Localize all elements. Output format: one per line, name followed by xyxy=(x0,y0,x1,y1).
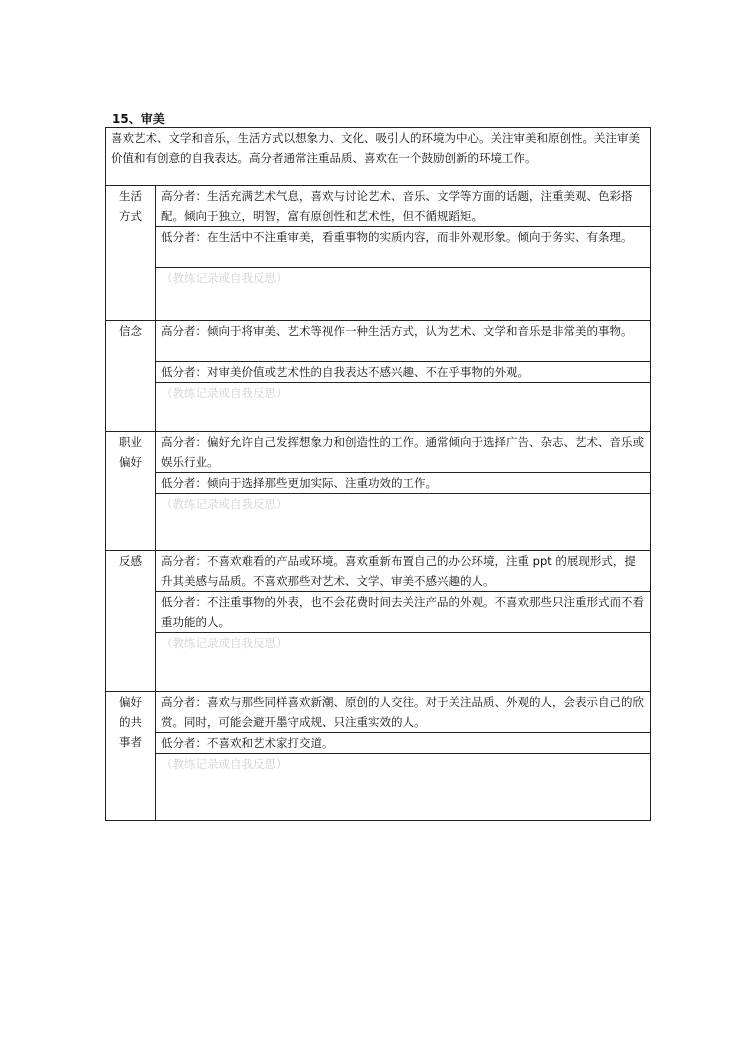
high-score-text: 高分者：喜欢与那些同样喜欢新潮、原创的人交往。对于关注品质、外观的人，会表示自己的欣赏。同时，可能会避开墨守成规、只注重实效的人。 xyxy=(156,692,651,733)
note-field[interactable]: （教练记录或自我反思） xyxy=(156,494,651,551)
category-label: 反感 xyxy=(119,554,142,568)
category-cell xyxy=(106,321,156,432)
section-note-row xyxy=(106,633,651,692)
high-score-text: 高分者：倾向于将审美、艺术等视作一种生活方式，认为艺术、文学和音乐是非常美的事物。 xyxy=(156,321,651,362)
note-field[interactable]: （教练记录或自我反思） xyxy=(156,383,651,432)
note-field[interactable]: （教练记录或自我反思） xyxy=(156,633,651,692)
section-note-row xyxy=(106,383,651,432)
aesthetics-table xyxy=(105,127,651,821)
note-field[interactable]: （教练记录或自我反思） xyxy=(156,268,651,321)
category-cell xyxy=(106,551,156,692)
high-score-text: 高分者：生活充满艺术气息，喜欢与讨论艺术、音乐、文学等方面的话题，注重美观、色彩搭配。倾向于独立，明智，富有原创性和艺术性，但不循规蹈矩。 xyxy=(156,186,651,227)
high-score-text: 高分者：偏好允许自己发挥想象力和创造性的工作。通常倾向于选择广告、杂志、艺术、音乐或娱乐行业。 xyxy=(156,432,651,473)
intro-row xyxy=(106,128,651,186)
section-note-row xyxy=(106,754,651,821)
section-low-row xyxy=(106,362,651,383)
section-note-row xyxy=(106,268,651,321)
section-high-row xyxy=(106,321,651,362)
category-label: 偏好的共事者 xyxy=(119,695,142,749)
category-label: 职业偏好 xyxy=(119,435,142,469)
section-low-row xyxy=(106,227,651,268)
section-high-row xyxy=(106,432,651,473)
note-field[interactable]: （教练记录或自我反思） xyxy=(156,754,651,821)
section-high-row xyxy=(106,551,651,592)
section-high-row xyxy=(106,692,651,733)
high-score-text: 高分者：不喜欢难看的产品或环境。喜欢重新布置自己的办公环境，注重 ppt 的展现形式，提升其美感与品质。不喜欢那些对艺术、文学、审美不感兴趣的人。 xyxy=(156,551,651,592)
category-cell xyxy=(106,186,156,321)
low-score-text: 低分者：不喜欢和艺术家打交道。 xyxy=(156,733,651,754)
low-score-text: 低分者：不注重事物的外表，也不会花费时间去关注产品的外观。不喜欢那些只注重形式而不看重功能的人。 xyxy=(156,592,651,633)
section-low-row xyxy=(106,733,651,754)
category-cell xyxy=(106,692,156,821)
section-high-row xyxy=(106,186,651,227)
low-score-text: 低分者：对审美价值或艺术性的自我表达不感兴趣、不在乎事物的外观。 xyxy=(156,362,651,383)
low-score-text: 低分者：倾向于选择那些更加实际、注重功效的工作。 xyxy=(156,473,651,494)
intro-text: 喜欢艺术、文学和音乐，生活方式以想象力、文化、吸引人的环境为中心。关注审美和原创性。关注审美价值和有创意的自我表达。高分者通常注重品质、喜欢在一个鼓励创新的环境工作。 xyxy=(106,128,651,186)
section-low-row xyxy=(106,592,651,633)
category-label: 信念 xyxy=(119,324,142,338)
section-title: 15、审美 xyxy=(112,112,165,126)
category-label: 生活方式 xyxy=(119,189,142,223)
section-low-row xyxy=(106,473,651,494)
category-cell xyxy=(106,432,156,551)
section-note-row xyxy=(106,494,651,551)
low-score-text: 低分者：在生活中不注重审美，看重事物的实质内容，而非外观形象。倾向于务实、有条理。 xyxy=(156,227,651,268)
